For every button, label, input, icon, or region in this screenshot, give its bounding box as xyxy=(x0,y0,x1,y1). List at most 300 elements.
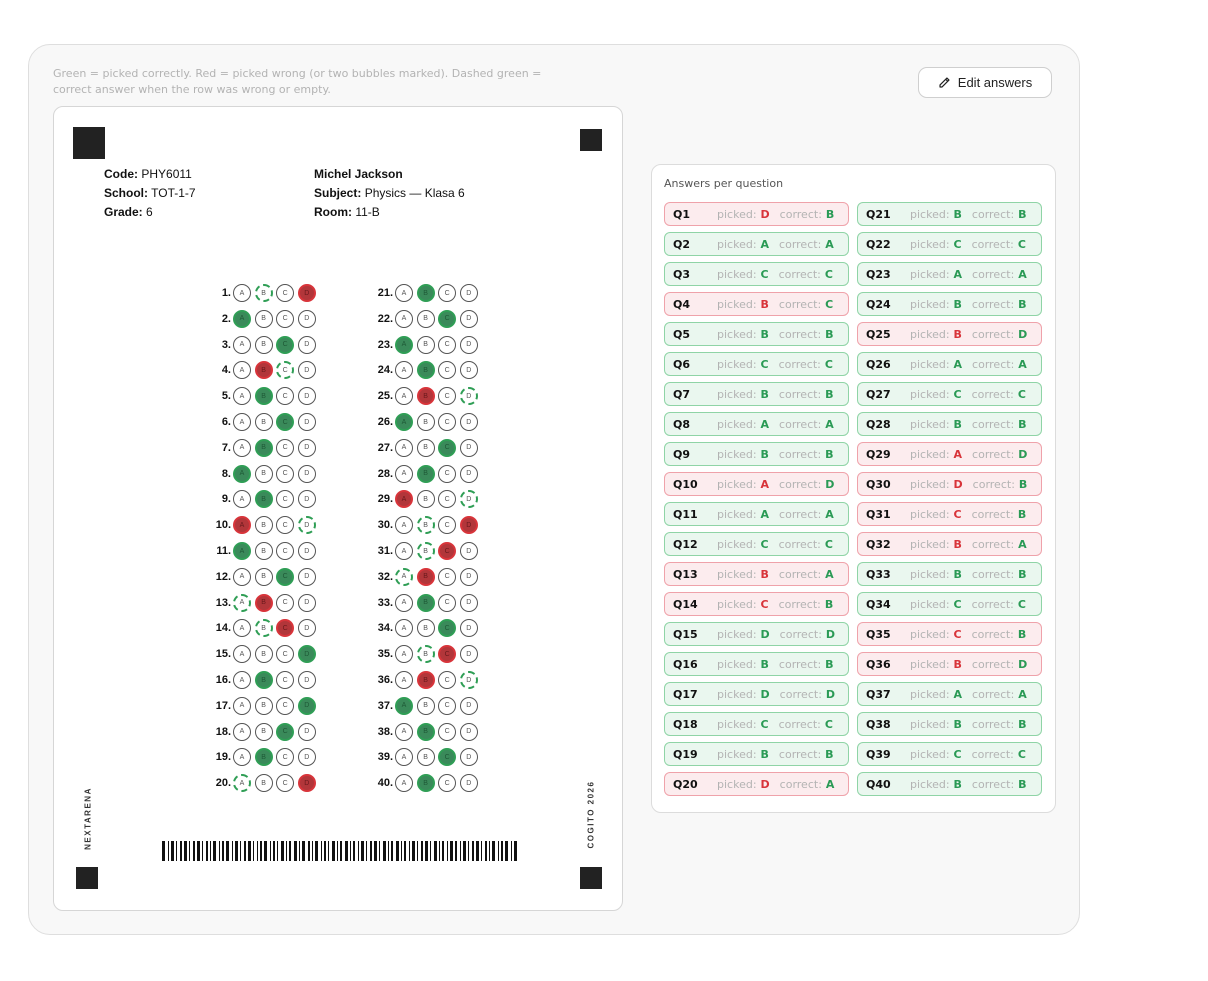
answer-row xyxy=(664,292,849,316)
correct-label: correct: xyxy=(778,747,822,761)
barcode-bar xyxy=(501,841,503,861)
correct-label: correct: xyxy=(779,777,822,791)
answer-bubble: C xyxy=(438,645,456,663)
question-number: Q38 xyxy=(866,717,891,731)
picked-value: B xyxy=(760,567,769,581)
answer-bubble: A xyxy=(395,413,413,431)
sheet-row xyxy=(199,540,319,562)
answer-bubble: A xyxy=(233,336,251,354)
correct-value: B xyxy=(825,447,834,461)
answer-bubble: D xyxy=(460,542,478,560)
answer-row xyxy=(857,742,1042,766)
question-number: Q24 xyxy=(866,297,891,311)
sheet-row xyxy=(361,746,481,768)
question-number: Q37 xyxy=(866,687,891,701)
barcode-bar xyxy=(281,841,284,861)
picked-label: picked: xyxy=(717,657,757,671)
correct-label: correct: xyxy=(971,597,1014,611)
barcode-bar xyxy=(264,841,267,861)
barcode-bar xyxy=(193,841,195,861)
subject-label: Subject: xyxy=(314,186,362,200)
answer-bubble: B xyxy=(255,697,273,715)
barcode-bar xyxy=(180,841,182,861)
picked-label: picked: xyxy=(910,237,950,251)
picked-value: C xyxy=(953,747,962,761)
legend-text: Green = picked correctly. Red = picked wrong (or two bubbles marked). Dashed green = correct answer when the row was wrong or empty. xyxy=(53,67,542,96)
sheet-row-number: 12. xyxy=(215,570,231,583)
answer-bubble: A xyxy=(233,568,251,586)
answer-bubble: A xyxy=(395,619,413,637)
answer-bubble: C xyxy=(438,310,456,328)
edit-answers-button[interactable] xyxy=(918,67,1052,98)
answer-row xyxy=(857,382,1042,406)
barcode-bar xyxy=(353,841,355,861)
correct-value: D xyxy=(825,627,836,641)
barcode-bar xyxy=(176,841,177,861)
correct-label: correct: xyxy=(971,567,1015,581)
answer-bubble: B xyxy=(255,542,273,560)
correct-value: A xyxy=(1018,357,1027,371)
answer-bubble: A xyxy=(395,723,413,741)
answer-bubble: D xyxy=(298,723,316,741)
answer-bubble: B xyxy=(255,490,273,508)
answer-bubble: A xyxy=(233,465,251,483)
correct-value: A xyxy=(1018,687,1027,701)
correct-value: B xyxy=(825,657,834,671)
sheet-row-number: 11. xyxy=(216,545,231,557)
sheet-row-number: 35. xyxy=(377,648,393,661)
sheet-row-number: 6. xyxy=(221,416,231,428)
answer-bubble: B xyxy=(255,748,273,766)
sheet-row xyxy=(361,411,481,433)
answer-bubble: A xyxy=(233,361,251,379)
answer-row xyxy=(664,652,849,676)
answer-bubble: B xyxy=(255,336,273,354)
question-number: Q30 xyxy=(866,477,891,491)
sheet-row-number: 31. xyxy=(377,545,393,557)
picked-value: D xyxy=(760,687,770,701)
sheet-row-number: 28. xyxy=(377,467,393,480)
picked-value: B xyxy=(760,747,769,761)
correct-label: correct: xyxy=(971,537,1015,551)
answer-bubble: D xyxy=(460,619,478,637)
sheet-row xyxy=(199,695,319,717)
picked-label: picked: xyxy=(910,297,950,311)
answer-bubble: A xyxy=(395,774,413,792)
sheet-row xyxy=(199,308,319,330)
picked-label: picked: xyxy=(910,417,950,431)
barcode-bar xyxy=(447,841,448,861)
barcode-bar xyxy=(202,841,203,861)
sheet-row-number: 10. xyxy=(215,519,231,532)
answer-bubble: C xyxy=(438,671,456,689)
answer-bubble: C xyxy=(438,361,456,379)
correct-label: correct: xyxy=(778,327,822,341)
correct-value: D xyxy=(1018,447,1028,461)
answer-row xyxy=(664,592,849,616)
answer-row xyxy=(857,202,1042,226)
sheet-row-number: 29. xyxy=(377,493,393,506)
picked-label: picked: xyxy=(910,537,950,551)
sheet-row-number: 27. xyxy=(377,441,393,454)
room-value: 11-B xyxy=(355,205,380,219)
sheet-row xyxy=(199,643,319,665)
correct-value: B xyxy=(1018,567,1027,581)
sheet-row xyxy=(199,592,319,614)
answer-bubble: D xyxy=(298,413,316,431)
correct-value: B xyxy=(825,387,834,401)
picked-label: picked: xyxy=(717,327,757,341)
answer-bubble: A xyxy=(233,723,251,741)
answer-row xyxy=(857,712,1042,736)
answer-bubble: C xyxy=(276,723,294,741)
picked-value: C xyxy=(953,387,962,401)
sheet-row-number: 9. xyxy=(221,493,231,506)
corner-marker-bottom-left xyxy=(76,867,98,889)
answer-bubble: A xyxy=(233,748,251,766)
sheet-row-number: 21. xyxy=(377,287,393,299)
correct-value: B xyxy=(1017,507,1027,521)
barcode-bar xyxy=(421,841,423,861)
barcode-bar xyxy=(294,841,297,861)
question-number: Q9 xyxy=(673,447,691,461)
answer-bubble: B xyxy=(417,748,435,766)
sheet-row xyxy=(199,514,319,536)
answer-row xyxy=(664,772,849,796)
barcode-bar xyxy=(332,841,335,861)
picked-label: picked: xyxy=(717,627,757,641)
barcode-bar xyxy=(206,841,208,861)
sheet-row xyxy=(361,514,481,536)
answer-bubble: A xyxy=(233,490,251,508)
correct-value: B xyxy=(1018,717,1027,731)
answer-bubble: C xyxy=(276,387,294,405)
sheet-row xyxy=(199,488,319,510)
answer-bubble: B xyxy=(417,619,435,637)
question-number: Q10 xyxy=(673,477,698,491)
barcode-bar xyxy=(472,841,474,861)
sheet-row-number: 1. xyxy=(221,287,231,299)
picked-label: picked: xyxy=(910,597,950,611)
answer-bubble: D xyxy=(460,774,478,792)
barcode-bar xyxy=(498,841,499,861)
answer-bubble: C xyxy=(276,465,294,483)
sheet-row xyxy=(199,385,319,407)
answer-bubble: C xyxy=(276,774,294,792)
barcode-bar xyxy=(361,841,364,861)
question-number: Q20 xyxy=(673,777,698,791)
answer-bubble: C xyxy=(276,619,294,637)
answer-row xyxy=(664,262,849,286)
answer-row xyxy=(857,352,1042,376)
correct-value: B xyxy=(824,597,834,611)
answer-bubble: A xyxy=(395,310,413,328)
answer-bubble: B xyxy=(255,310,273,328)
barcode-bar xyxy=(289,841,291,861)
barcode-bar xyxy=(299,841,300,861)
question-number: Q21 xyxy=(866,207,891,221)
barcode-bar xyxy=(450,841,453,861)
answer-bubble: B xyxy=(255,284,273,302)
barcode-bar xyxy=(197,841,200,861)
answer-row xyxy=(857,262,1042,286)
sheet-row xyxy=(361,617,481,639)
school-value: TOT-1-7 xyxy=(151,186,196,200)
answer-bubble: C xyxy=(276,284,294,302)
answer-row xyxy=(664,682,849,706)
barcode-bar xyxy=(162,841,165,861)
barcode-bar xyxy=(302,841,305,861)
answer-row xyxy=(664,742,849,766)
sheet-row-number: 13. xyxy=(215,596,231,609)
answer-bubble: B xyxy=(417,697,435,715)
sheet-row-number: 24. xyxy=(377,364,393,377)
picked-label: picked: xyxy=(717,477,757,491)
answer-bubble: A xyxy=(233,516,251,534)
correct-value: C xyxy=(824,717,833,731)
picked-value: D xyxy=(760,777,770,791)
barcode-bar xyxy=(340,841,342,861)
picked-value: D xyxy=(760,207,770,221)
sheet-row xyxy=(361,772,481,794)
correct-label: correct: xyxy=(971,717,1015,731)
barcode-bar xyxy=(492,841,495,861)
answer-bubble: D xyxy=(460,697,478,715)
answer-bubble: B xyxy=(417,413,435,431)
answer-bubble: D xyxy=(298,542,316,560)
question-number: Q28 xyxy=(866,417,891,431)
answer-bubble: D xyxy=(298,387,316,405)
answer-bubble: A xyxy=(233,542,251,560)
answer-bubble: A xyxy=(233,387,251,405)
answer-bubble: A xyxy=(233,645,251,663)
answer-bubble: A xyxy=(395,697,413,715)
answer-bubble: A xyxy=(395,516,413,534)
question-number: Q36 xyxy=(866,657,891,671)
answer-bubble: C xyxy=(276,645,294,663)
barcode-bar xyxy=(391,841,393,861)
answer-bubble: B xyxy=(417,645,435,663)
barcode-bar xyxy=(409,841,410,861)
answer-bubble: B xyxy=(417,439,435,457)
picked-label: picked: xyxy=(717,777,757,791)
question-number: Q1 xyxy=(673,207,691,221)
barcode xyxy=(162,841,519,861)
picked-value: C xyxy=(760,717,769,731)
correct-label: correct: xyxy=(971,207,1015,221)
sheet-row xyxy=(361,385,481,407)
picked-value: B xyxy=(953,327,962,341)
sheet-row xyxy=(361,488,481,510)
barcode-bar xyxy=(308,841,310,861)
answer-bubble: B xyxy=(417,465,435,483)
picked-label: picked: xyxy=(717,447,757,461)
correct-label: correct: xyxy=(778,537,821,551)
picked-value: B xyxy=(953,717,962,731)
picked-value: A xyxy=(953,357,963,371)
picked-label: picked: xyxy=(717,687,757,701)
barcode-bar xyxy=(321,841,322,861)
picked-label: picked: xyxy=(717,417,757,431)
correct-label: correct: xyxy=(972,447,1015,461)
barcode-bar xyxy=(232,841,233,861)
answer-bubble: D xyxy=(298,748,316,766)
correct-label: correct: xyxy=(972,477,1015,491)
barcode-bar xyxy=(315,841,318,861)
question-number: Q16 xyxy=(673,657,698,671)
answer-bubble: A xyxy=(395,465,413,483)
question-number: Q15 xyxy=(673,627,698,641)
answer-bubble: B xyxy=(417,336,435,354)
correct-value: A xyxy=(825,567,834,581)
barcode-bar xyxy=(358,841,359,861)
answer-bubble: B xyxy=(417,671,435,689)
barcode-bar xyxy=(485,841,487,861)
answer-row xyxy=(857,772,1042,796)
answer-bubble: B xyxy=(255,413,273,431)
answer-bubble: C xyxy=(438,336,456,354)
subject-value: Physics — Klasa 6 xyxy=(364,186,465,200)
code-label: Code: xyxy=(104,167,138,181)
correct-value: A xyxy=(825,777,835,791)
barcode-bar xyxy=(442,841,444,861)
correct-label: correct: xyxy=(972,357,1015,371)
answer-bubble: A xyxy=(395,542,413,560)
picked-value: C xyxy=(760,267,769,281)
sheet-row-number: 40. xyxy=(377,777,393,790)
sheet-meta-left xyxy=(104,165,196,222)
barcode-bar xyxy=(383,841,386,861)
sheet-row-number: 19. xyxy=(215,751,231,764)
grade-label: Grade: xyxy=(104,205,143,219)
answer-bubble: B xyxy=(255,619,273,637)
correct-value: B xyxy=(1017,627,1027,641)
answer-bubble: D xyxy=(298,645,316,663)
sheet-row-number: 30. xyxy=(377,519,393,532)
barcode-bar xyxy=(489,841,490,861)
correct-label: correct: xyxy=(972,687,1015,701)
sheet-row xyxy=(199,746,319,768)
sheet-row xyxy=(361,359,481,381)
answer-bubble: D xyxy=(298,361,316,379)
barcode-bar xyxy=(171,841,174,861)
barcode-bar xyxy=(226,841,229,861)
picked-label: picked: xyxy=(910,567,950,581)
barcode-bar xyxy=(460,841,461,861)
barcode-bar xyxy=(412,841,415,861)
barcode-bar xyxy=(425,841,428,861)
answer-bubble: D xyxy=(298,310,316,328)
picked-label: picked: xyxy=(717,747,757,761)
corner-marker-bottom-right xyxy=(580,867,602,889)
answer-bubble: C xyxy=(276,516,294,534)
question-number: Q32 xyxy=(866,537,891,551)
barcode-bar xyxy=(210,841,211,861)
picked-label: picked: xyxy=(717,357,757,371)
answer-bubble: C xyxy=(438,439,456,457)
sheet-row-number: 15. xyxy=(215,648,231,661)
sheet-row xyxy=(361,721,481,743)
answer-bubble: B xyxy=(417,387,435,405)
question-number: Q3 xyxy=(673,267,691,281)
question-number: Q22 xyxy=(866,237,891,251)
picked-value: A xyxy=(760,237,770,251)
correct-label: correct: xyxy=(778,357,821,371)
barcode-bar xyxy=(468,841,469,861)
answer-bubble: B xyxy=(255,568,273,586)
barcode-bar xyxy=(248,841,251,861)
student-name: Michel Jackson xyxy=(314,167,403,181)
answer-bubble: C xyxy=(276,361,294,379)
correct-value: D xyxy=(1018,327,1028,341)
sheet-row xyxy=(361,463,481,485)
answer-bubble: A xyxy=(233,774,251,792)
question-number: Q34 xyxy=(866,597,891,611)
sheet-row xyxy=(361,540,481,562)
barcode-bar xyxy=(350,841,351,861)
picked-value: D xyxy=(953,477,963,491)
sheet-row xyxy=(199,282,319,304)
answer-bubble: C xyxy=(276,336,294,354)
sheet-row xyxy=(361,334,481,356)
code-value: PHY6011 xyxy=(141,167,192,181)
answer-bubble: D xyxy=(460,413,478,431)
sheet-row xyxy=(361,437,481,459)
correct-label: correct: xyxy=(779,207,822,221)
sheet-row-number: 38. xyxy=(377,725,393,738)
picked-label: picked: xyxy=(910,507,950,521)
picked-value: C xyxy=(953,627,962,641)
barcode-bar xyxy=(404,841,406,861)
question-number: Q39 xyxy=(866,747,891,761)
answer-row xyxy=(664,712,849,736)
answer-row xyxy=(857,682,1042,706)
answer-bubble: D xyxy=(298,336,316,354)
barcode-bar xyxy=(514,841,517,861)
sheet-row xyxy=(199,721,319,743)
correct-value: A xyxy=(825,507,834,521)
answer-bubble: A xyxy=(395,645,413,663)
barcode-bar xyxy=(240,841,241,861)
correct-value: B xyxy=(1018,297,1027,311)
answers-panel-title: Answers per question xyxy=(664,177,784,190)
answer-row xyxy=(664,622,849,646)
picked-label: picked: xyxy=(717,207,757,221)
correct-label: correct: xyxy=(778,597,821,611)
answer-row xyxy=(857,232,1042,256)
answer-row xyxy=(857,622,1042,646)
answer-bubble: B xyxy=(417,490,435,508)
answer-bubble: C xyxy=(276,568,294,586)
barcode-bar xyxy=(430,841,431,861)
answer-bubble: A xyxy=(233,439,251,457)
picked-label: picked: xyxy=(717,537,757,551)
correct-label: correct: xyxy=(778,717,821,731)
answer-bubble: D xyxy=(460,465,478,483)
answer-bubble: D xyxy=(460,310,478,328)
barcode-bar xyxy=(312,841,313,861)
barcode-bar xyxy=(286,841,287,861)
picked-value: B xyxy=(760,297,769,311)
answer-bubble: D xyxy=(460,594,478,612)
answer-bubble: B xyxy=(417,774,435,792)
question-number: Q26 xyxy=(866,357,891,371)
answer-bubble: B xyxy=(417,542,435,560)
picked-label: picked: xyxy=(717,387,757,401)
answer-row xyxy=(664,352,849,376)
correct-value: B xyxy=(825,327,834,341)
barcode-bar xyxy=(511,841,512,861)
